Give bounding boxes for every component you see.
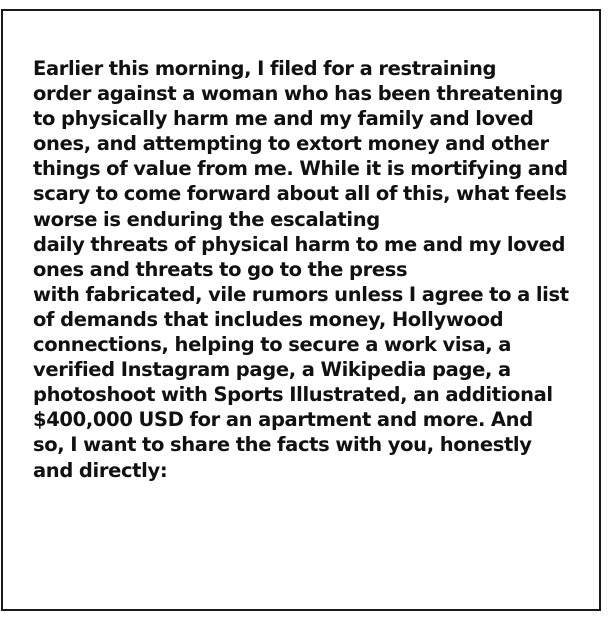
statement-text <box>33 56 593 483</box>
statement-line: photoshoot with Sports Illustrated, an additional <box>33 383 553 407</box>
statement-line: verified Instagram page, a Wikipedia page, a <box>33 358 511 382</box>
statement-line: order against a woman who has been threatening <box>33 82 563 106</box>
statement-line: ones and threats to go to the press <box>33 257 408 281</box>
statement-line: worse is enduring the escalating <box>33 207 380 231</box>
statement-line: things of value from me. While it is mortifying and <box>33 157 568 181</box>
statement-line: of demands that includes money, Hollywood <box>33 307 504 331</box>
statement-line: and directly: <box>33 458 168 482</box>
statement-line: so, I want to share the facts with you, honestly <box>33 433 532 457</box>
statement-line: $400,000 USD for an apartment and more. And <box>33 408 533 432</box>
statement-line: to physically harm me and my family and loved <box>33 107 534 131</box>
statement-line: ones, and attempting to extort money and other <box>33 132 549 156</box>
statement-line: Earlier this morning, I filed for a restraining <box>33 57 497 80</box>
statement-line: connections, helping to secure a work visa, a <box>33 333 512 357</box>
statement-line: daily threats of physical harm to me and my loved <box>33 232 566 256</box>
statement-line: scary to come forward about all of this, what feels <box>33 182 567 206</box>
statement-line: with fabricated, vile rumors unless I agree to a list <box>33 282 569 306</box>
